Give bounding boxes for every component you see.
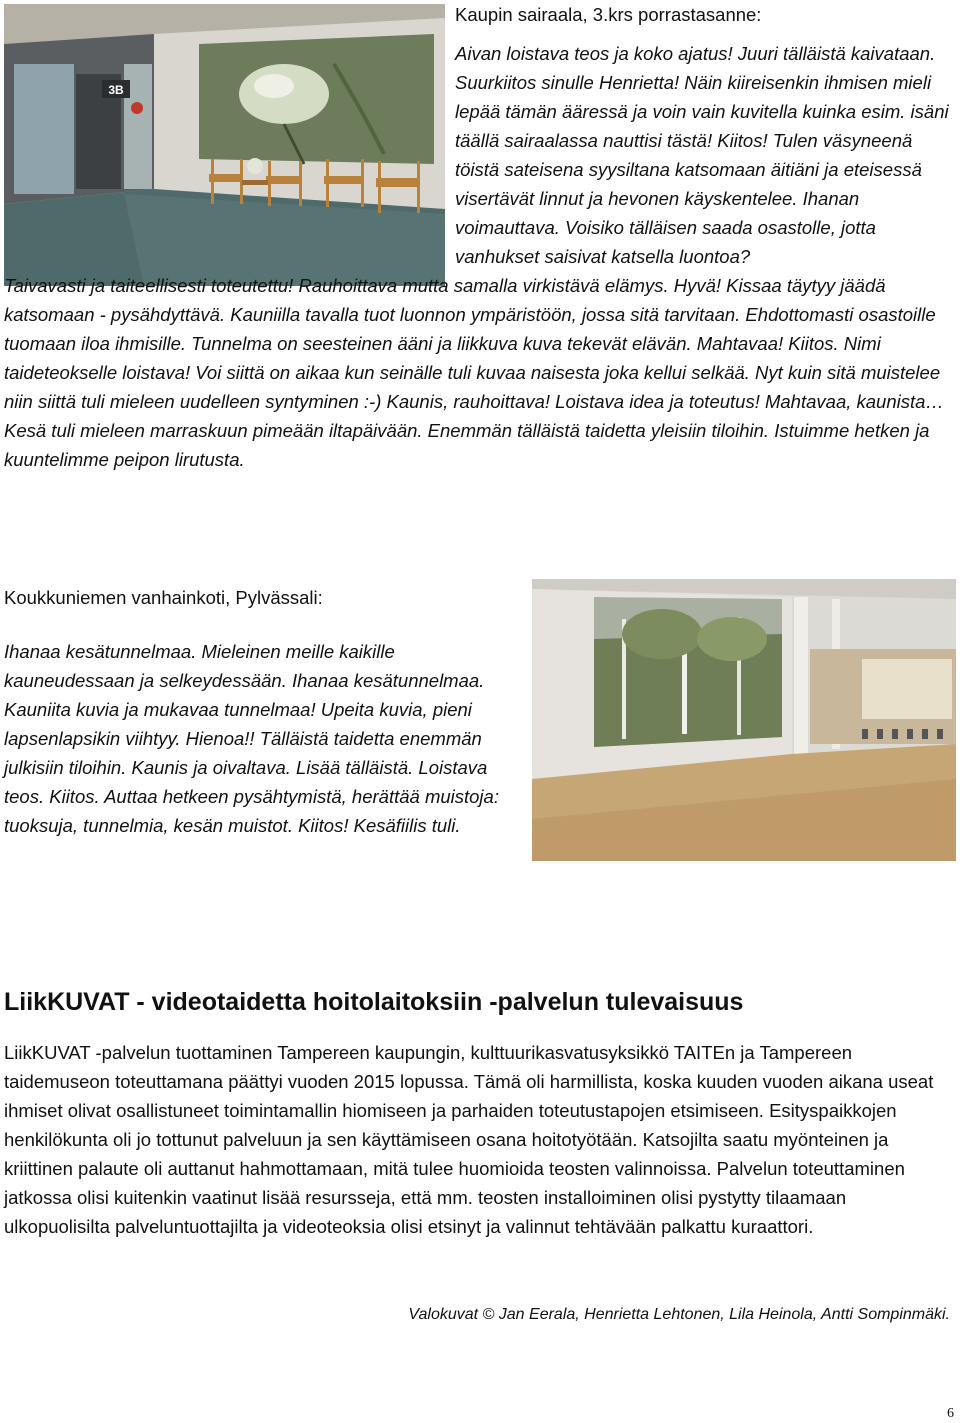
section-koukkuniemi-quote: Ihanaa kesätunnelmaa. Mieleinen meille kaikille kauneudessaan ja selkeydessään. Ihanaa kesätunnelmaa. Kauniita kuvia ja mukavaa tunnelmaa! Upeita kuvia, pieni lapsenlapsikin viihtyy. Hienoa!! Tälläistä taidetta enemmän julkisiin tiloihin. Kaunis ja oivaltava. Lisää tälläistä. Loistava teos. Kiitos. Auttaa hetkeen pysähtymistä, herättää muistoja: tuoksuja, tunnelmia, kesän muistot. Kiitos! Kesäfiilis tuli. [4,641,499,836]
page-number: 6 [947,1406,954,1421]
section-koukkuniemi [4,583,524,840]
hall-projection-photo [532,579,956,861]
section-koukkuniemi-heading: Koukkuniemen vanhainkoti, Pylvässali: [4,587,323,608]
section-future-paragraph: LiikKUVAT -palvelun tuottaminen Tampereen kaupungin, kulttuurikasvatusyksikkö TAITEn ja Tampereen taidemuseon toteuttamana päättyi vuoden 2015 lopussa. Tämä oli harmillista, koska kuuden vuoden aikana useat ihmiset olivat osallistuneet toimintamallin hiomiseen ja parhaiden toteutustapojen etsimiseen. Esityspaikkojen henkilökunta oli jo tottunut palveluun ja sen käyttämiseen osana hoitotyötään. Katsojilta saatu myönteinen ja kriittinen palaute oli auttanut hahmottamaan, mitä tulee huomioida teosten valinnoissa. Palvelun toteuttaminen jatkossa olisi kuitenkin vaatinut lisää resursseja, että mm. teosten installoiminen olisi pystytty tilaamaan ulkopuolisilta palveluntuottajilta ja videoteoksia olisi etsinyt ja valinnut tehtävään palkattu kuraattori. [4,1042,934,1237]
photo-credits: Valokuvat © Jan Eerala, Henrietta Lehtonen, Lila Heinola, Antti Sompinmäki. [408,1306,950,1323]
section-kauppi [4,0,956,474]
section-kauppi-quote-full: Taivavasti ja taiteellisesti toteutettu! Rauhoittava mutta samalla virkistävä elämys. Hyvä! Kissaa täytyy jäädä katsomaan - pysähdyttävä. Kauniilla tavalla tuot luonnon ympäristöön, jossa sitä tarvitaan. Ehdottomasti osastoille tuomaan iloa ihmisille. Tunnelma on seesteinen ääni ja liikkuva kuva tekevät elävän. Mahtavaa! Kiitos. Nimi taideteokselle loistava! Voi siittä on aikaa kun seinälle tuli kuvaa naisesta joka kellui selkää. Nyt kuin sitä muistelee niin siittä tuli mieleen uudelleen syntyminen :-) Kaunis, rauhoittava! Loistava idea ja toteutus! Mahtavaa, kaunista… Kesä tuli mieleen marraskuun pimeään iltapäivään. Enemmän tälläistä taidetta yleisiin tiloihin. Istuimme hetken ja kuuntelimme peipon lirutusta. [4,275,944,470]
sign-3b-text: 3B [108,83,124,97]
section-kauppi-heading: Kaupin sairaala, 3.krs porrastasanne: [455,4,762,25]
section-kauppi-quote-right: Aivan loistava teos ja koko ajatus! Juuri tälläistä kaivataan. Suurkiitos sinulle Henrietta! Näin kiireisenkin ihmisen mieli lepää tämän ääressä ja voin vain kuvitella kuinka esim. isäni täällä sairaalassa nauttisi tästä! Kiitos! Tulen väsyneenä töistä sateisena syysiltana katsomaan äitiäni ja eteisessä visertävät linnut ja hevonen käyskentelee. Ihanan voimauttava. Voisiko tälläisen saada osastolle, jotta vanhukset saisivat katsella luontoa? [455,43,949,267]
section-future-heading: LiikKUVAT - videotaidetta hoitolaitoksiin -palvelun tulevaisuus [4,988,744,1016]
